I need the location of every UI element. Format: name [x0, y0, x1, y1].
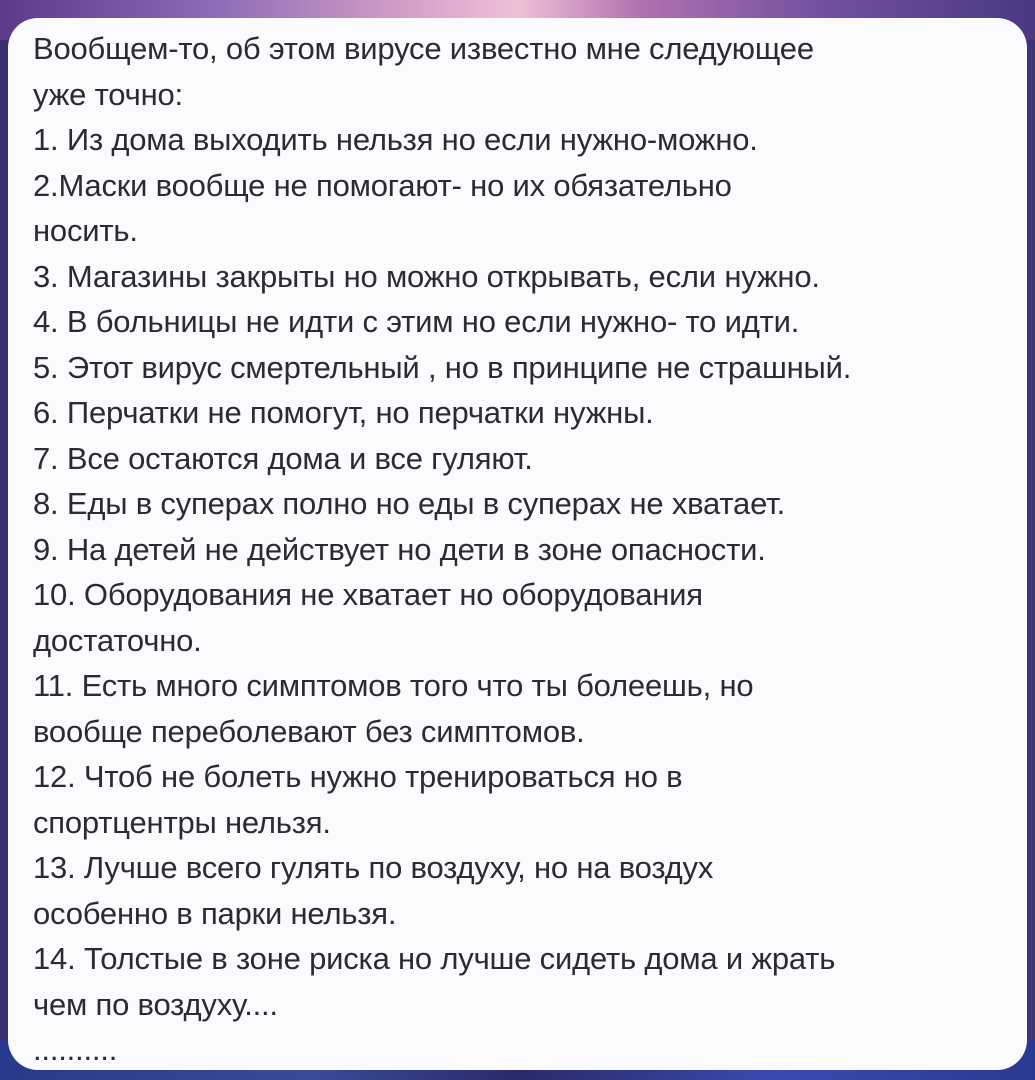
message-line: носить. [33, 213, 138, 248]
message-line: Вообщем-то, об этом вирусе известно мне следующее [33, 31, 814, 66]
message-line: 6. Перчатки не помогут, но перчатки нужны. [33, 395, 654, 430]
message-line: 8. Еды в суперах полно но еды в суперах не хватает. [33, 486, 786, 521]
message-line: .......... [33, 1032, 118, 1067]
message-line: достаточно. [33, 622, 202, 658]
message-line: 5. Этот вирус смертельный , но в принципе не страшный. [33, 349, 852, 385]
message-line: 14. Толстые в зоне риска но лучше сидеть дома и жрать [33, 941, 836, 976]
message-line: 1. Из дома выходить нельзя но если нужно-можно. [33, 122, 758, 157]
message-line: особенно в парки нельзя. [33, 895, 397, 931]
message-line: уже точно: [33, 76, 183, 112]
message-line: спортцентры нельзя. [33, 804, 331, 840]
message-line: вообще переболевают без симптомов. [33, 713, 585, 749]
message-line: 13. Лучше всего гулять по воздуху, но на воздух [33, 850, 714, 885]
message-line: 9. На детей не действует но дети в зоне опасности. [33, 531, 766, 567]
message-line: 7. Все остаются дома и все гуляют. [33, 440, 533, 476]
message-text [33, 26, 1023, 1070]
message-line: 4. В больницы не идти с этим но если нужно- то идти. [33, 304, 800, 339]
message-card [8, 18, 1027, 1070]
message-line: 2.Маски вообще не помогают- но их обязательно [33, 167, 732, 203]
message-line: 12. Чтоб не болеть нужно тренироваться но в [33, 759, 683, 794]
message-line: 3. Магазины закрыты но можно открывать, если нужно. [33, 258, 820, 294]
message-line: 10. Оборудования не хватает но оборудования [33, 577, 703, 612]
message-line: чем по воздуху.... [33, 986, 278, 1022]
message-line: 11. Есть много симптомов того что ты болеешь, но [33, 668, 754, 703]
